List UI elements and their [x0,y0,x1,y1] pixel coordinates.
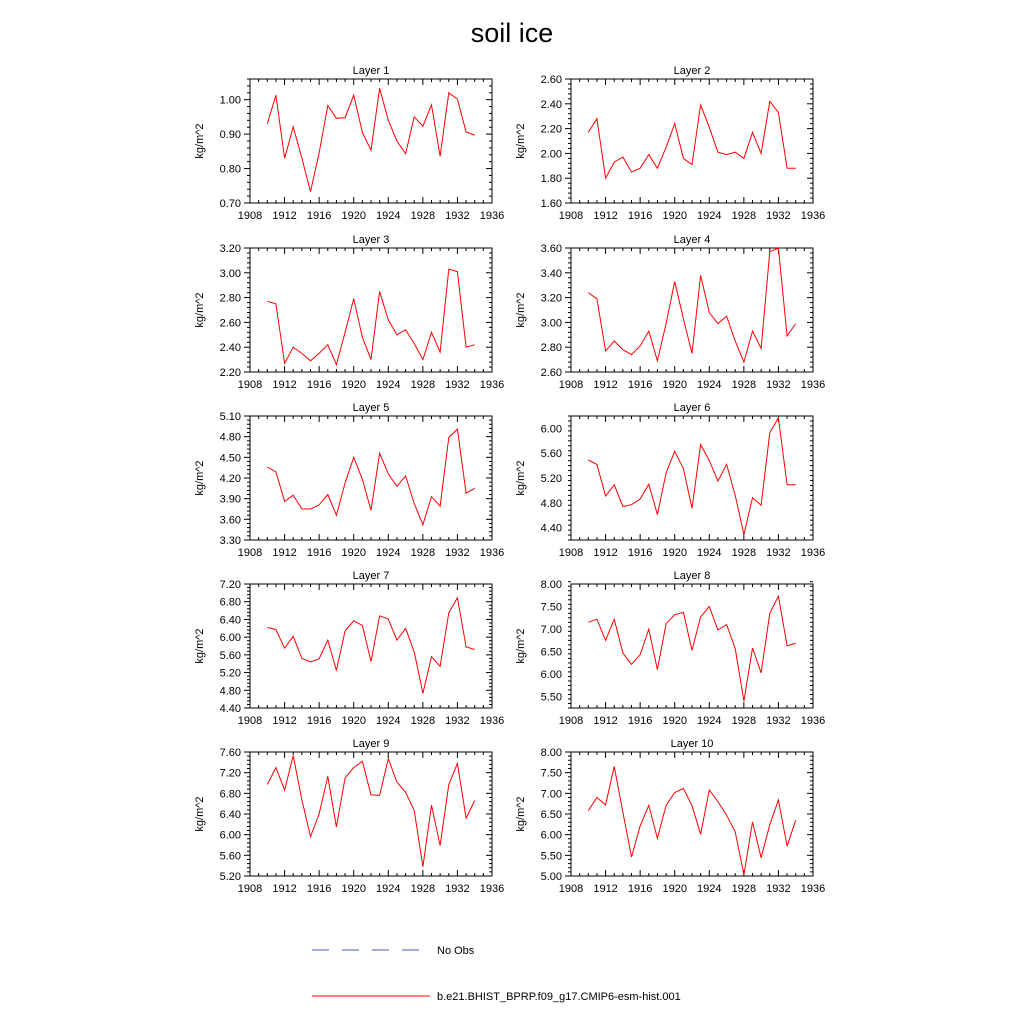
y-tick-label: 6.80 [219,596,241,609]
y-tick-label: 5.50 [540,850,562,863]
x-tick-label: 1936 [800,715,826,727]
x-tick-label: 1932 [766,715,791,727]
y-tick-label: 4.80 [540,497,562,510]
x-tick-label: 1924 [376,210,401,222]
y-tick-label: 6.00 [219,829,241,842]
y-tick-label: 1.80 [540,173,562,186]
panel-title: Layer 2 [673,65,711,77]
y-tick-label: 3.20 [540,292,562,305]
x-tick-label: 1920 [341,547,366,559]
y-tick-label: 2.40 [540,98,562,111]
panel-title: Layer 6 [673,402,711,414]
x-tick-label: 1916 [627,547,653,559]
x-tick-label: 1916 [306,210,332,222]
x-tick-label: 1916 [627,210,653,222]
x-tick-label: 1936 [800,547,826,559]
x-tick-label: 1928 [410,547,436,559]
x-tick-label: 1924 [697,210,722,222]
x-tick-label: 1912 [593,883,618,895]
chart-panel-7 [194,570,504,727]
x-tick-label: 1920 [662,883,687,895]
x-tick-label: 1908 [558,547,584,559]
y-tick-label: 5.20 [219,667,241,680]
panel-title: Layer 7 [352,570,390,582]
x-tick-label: 1912 [593,210,618,222]
plot-frame [571,752,813,876]
y-axis-label: kg/m^2 [515,123,527,159]
y-tick-label: 5.60 [540,448,562,461]
x-tick-label: 1912 [272,379,297,391]
y-tick-label: 3.90 [219,493,241,506]
figure-title: soil ice [470,18,554,48]
y-tick-label: 7.60 [219,747,241,759]
x-tick-label: 1936 [800,883,826,895]
plot-frame [571,416,813,540]
y-tick-label: 6.00 [540,829,562,842]
chart-panel-3 [194,234,504,391]
legend-item-2 [312,991,681,1003]
y-tick-label: 5.60 [219,850,241,863]
y-tick-label: 3.00 [219,267,241,280]
y-tick-label: 7.50 [540,601,562,614]
y-tick-label: 6.00 [540,423,562,436]
x-tick-label: 1908 [558,883,584,895]
y-axis-label: kg/m^2 [515,796,527,832]
panel-title: Layer 5 [352,402,390,414]
x-tick-label: 1908 [237,547,263,559]
y-tick-label: 2.40 [219,342,241,355]
y-tick-label: 5.50 [540,691,562,704]
x-tick-label: 1932 [445,883,470,895]
x-tick-label: 1908 [237,379,263,391]
y-tick-label: 1.60 [540,198,562,210]
y-tick-label: 6.40 [219,809,241,821]
y-tick-label: 5.20 [540,473,562,485]
panel-title: Layer 3 [352,234,390,246]
y-tick-label: 6.80 [219,788,241,801]
series-line [588,767,795,875]
x-tick-label: 1928 [731,715,757,727]
x-tick-label: 1920 [662,379,687,391]
plot-frame [571,79,813,203]
series-line [267,756,474,867]
plot-frame [571,584,813,708]
x-tick-label: 1920 [341,715,366,727]
y-tick-label: 8.00 [540,579,562,591]
chart-panel-4 [515,234,825,391]
y-tick-label: 4.40 [219,703,241,715]
y-tick-label: 3.00 [540,317,562,330]
plot-frame [250,752,492,876]
y-tick-label: 5.20 [219,871,241,883]
x-tick-label: 1916 [306,715,332,727]
panels [194,65,825,895]
y-tick-label: 0.80 [219,163,241,176]
y-tick-label: 2.60 [219,317,241,330]
y-axis-label: kg/m^2 [194,796,206,832]
y-tick-label: 6.40 [219,614,241,627]
x-tick-label: 1916 [306,379,332,391]
series-line [588,101,795,178]
x-tick-label: 1912 [593,715,618,727]
x-tick-label: 1932 [766,547,791,559]
y-axis-label: kg/m^2 [194,292,206,328]
x-tick-label: 1916 [627,379,653,391]
x-tick-label: 1924 [376,883,401,895]
y-tick-label: 2.80 [219,292,241,305]
y-axis-label: kg/m^2 [194,460,206,496]
y-tick-label: 4.40 [540,522,562,535]
x-tick-label: 1936 [800,379,826,391]
y-axis-label: kg/m^2 [515,460,527,496]
y-tick-label: 0.90 [219,129,241,142]
x-tick-label: 1936 [479,210,505,222]
x-tick-label: 1912 [272,715,297,727]
y-tick-label: 5.60 [219,649,241,662]
x-tick-label: 1908 [237,883,263,895]
chart-panel-9 [194,738,504,895]
panel-title: Layer 9 [352,738,390,750]
x-tick-label: 1916 [306,883,332,895]
y-tick-label: 6.00 [219,632,241,645]
x-tick-label: 1908 [558,379,584,391]
x-tick-label: 1916 [306,547,332,559]
x-tick-label: 1912 [272,883,297,895]
x-tick-label: 1924 [697,715,722,727]
y-tick-label: 3.30 [219,535,241,547]
x-tick-label: 1928 [410,883,436,895]
y-tick-label: 7.50 [540,767,562,780]
y-tick-label: 3.60 [540,243,562,255]
x-tick-label: 1932 [766,379,791,391]
x-tick-label: 1932 [445,379,470,391]
y-tick-label: 7.00 [540,624,562,637]
x-tick-label: 1932 [445,547,470,559]
x-tick-label: 1912 [593,547,618,559]
panel-title: Layer 1 [352,65,390,77]
y-tick-label: 6.50 [540,809,562,821]
x-tick-label: 1912 [593,379,618,391]
y-tick-label: 5.10 [219,411,241,423]
legend-item-1 [312,945,475,957]
y-axis-label: kg/m^2 [194,628,206,664]
y-tick-label: 2.20 [219,367,241,379]
y-tick-label: 2.60 [540,74,562,86]
plot-frame [250,248,492,372]
x-tick-label: 1920 [662,210,687,222]
plot-frame [250,416,492,540]
y-tick-label: 3.60 [219,514,241,527]
x-tick-label: 1936 [479,379,505,391]
chart-panel-2 [515,65,825,222]
x-tick-label: 1928 [731,883,757,895]
x-tick-label: 1908 [558,210,584,222]
x-tick-label: 1920 [662,715,687,727]
x-tick-label: 1916 [627,883,653,895]
x-tick-label: 1920 [341,379,366,391]
x-tick-label: 1912 [272,547,297,559]
series-line [588,418,795,535]
x-tick-label: 1924 [697,883,722,895]
series-line [267,88,474,191]
series-line [267,269,474,365]
x-tick-label: 1924 [376,379,401,391]
y-tick-label: 2.60 [540,367,562,379]
y-tick-label: 3.20 [219,243,241,255]
x-tick-label: 1932 [445,210,470,222]
y-tick-label: 4.50 [219,452,241,465]
x-tick-label: 1928 [731,379,757,391]
x-tick-label: 1924 [697,379,722,391]
x-tick-label: 1908 [558,715,584,727]
x-tick-label: 1908 [237,210,263,222]
x-tick-label: 1936 [479,715,505,727]
x-tick-label: 1924 [376,547,401,559]
y-tick-label: 1.00 [219,94,241,107]
x-tick-label: 1916 [627,715,653,727]
x-tick-label: 1936 [479,547,505,559]
x-tick-label: 1908 [237,715,263,727]
y-tick-label: 7.20 [219,579,241,591]
x-tick-label: 1928 [731,547,757,559]
x-tick-label: 1932 [445,715,470,727]
x-tick-label: 1936 [800,210,826,222]
y-tick-label: 2.00 [540,148,562,161]
y-tick-label: 3.40 [540,267,562,280]
panel-title: Layer 10 [670,738,714,750]
y-tick-label: 4.80 [219,685,241,698]
panel-title: Layer 4 [673,234,711,246]
x-tick-label: 1920 [341,210,366,222]
legend [312,945,681,1003]
x-tick-label: 1920 [662,547,687,559]
x-tick-label: 1920 [341,883,366,895]
x-tick-label: 1928 [410,210,436,222]
x-tick-label: 1928 [410,379,436,391]
y-tick-label: 2.80 [540,342,562,355]
series-line [267,429,474,525]
y-tick-label: 4.20 [219,473,241,485]
y-axis-label: kg/m^2 [515,292,527,328]
x-tick-label: 1936 [479,883,505,895]
chart-panel-8 [515,570,825,727]
y-tick-label: 8.00 [540,747,562,759]
y-axis-label: kg/m^2 [194,123,206,159]
x-tick-label: 1932 [766,883,791,895]
chart-panel-5 [194,402,504,559]
panel-title: Layer 8 [673,570,711,582]
chart-panel-1 [194,65,504,222]
y-tick-label: 0.70 [219,198,241,210]
legend-label: b.e21.BHIST_BPRP.f09_g17.CMIP6-esm-hist.001 [437,991,681,1003]
series-line [267,598,474,694]
series-line [588,248,795,362]
chart-panel-6 [515,402,825,559]
y-tick-label: 6.50 [540,646,562,659]
x-tick-label: 1924 [376,715,401,727]
x-tick-label: 1924 [697,547,722,559]
y-tick-label: 7.20 [219,767,241,780]
x-tick-label: 1932 [766,210,791,222]
x-tick-label: 1928 [731,210,757,222]
chart-panel-10 [515,738,825,895]
series-line [588,596,795,701]
x-tick-label: 1928 [410,715,436,727]
y-tick-label: 4.80 [219,431,241,444]
y-axis-label: kg/m^2 [515,628,527,664]
y-tick-label: 7.00 [540,788,562,801]
y-tick-label: 6.00 [540,669,562,682]
y-tick-label: 2.20 [540,123,562,136]
y-tick-label: 5.00 [540,871,562,883]
legend-label: No Obs [437,945,475,957]
x-tick-label: 1912 [272,210,297,222]
